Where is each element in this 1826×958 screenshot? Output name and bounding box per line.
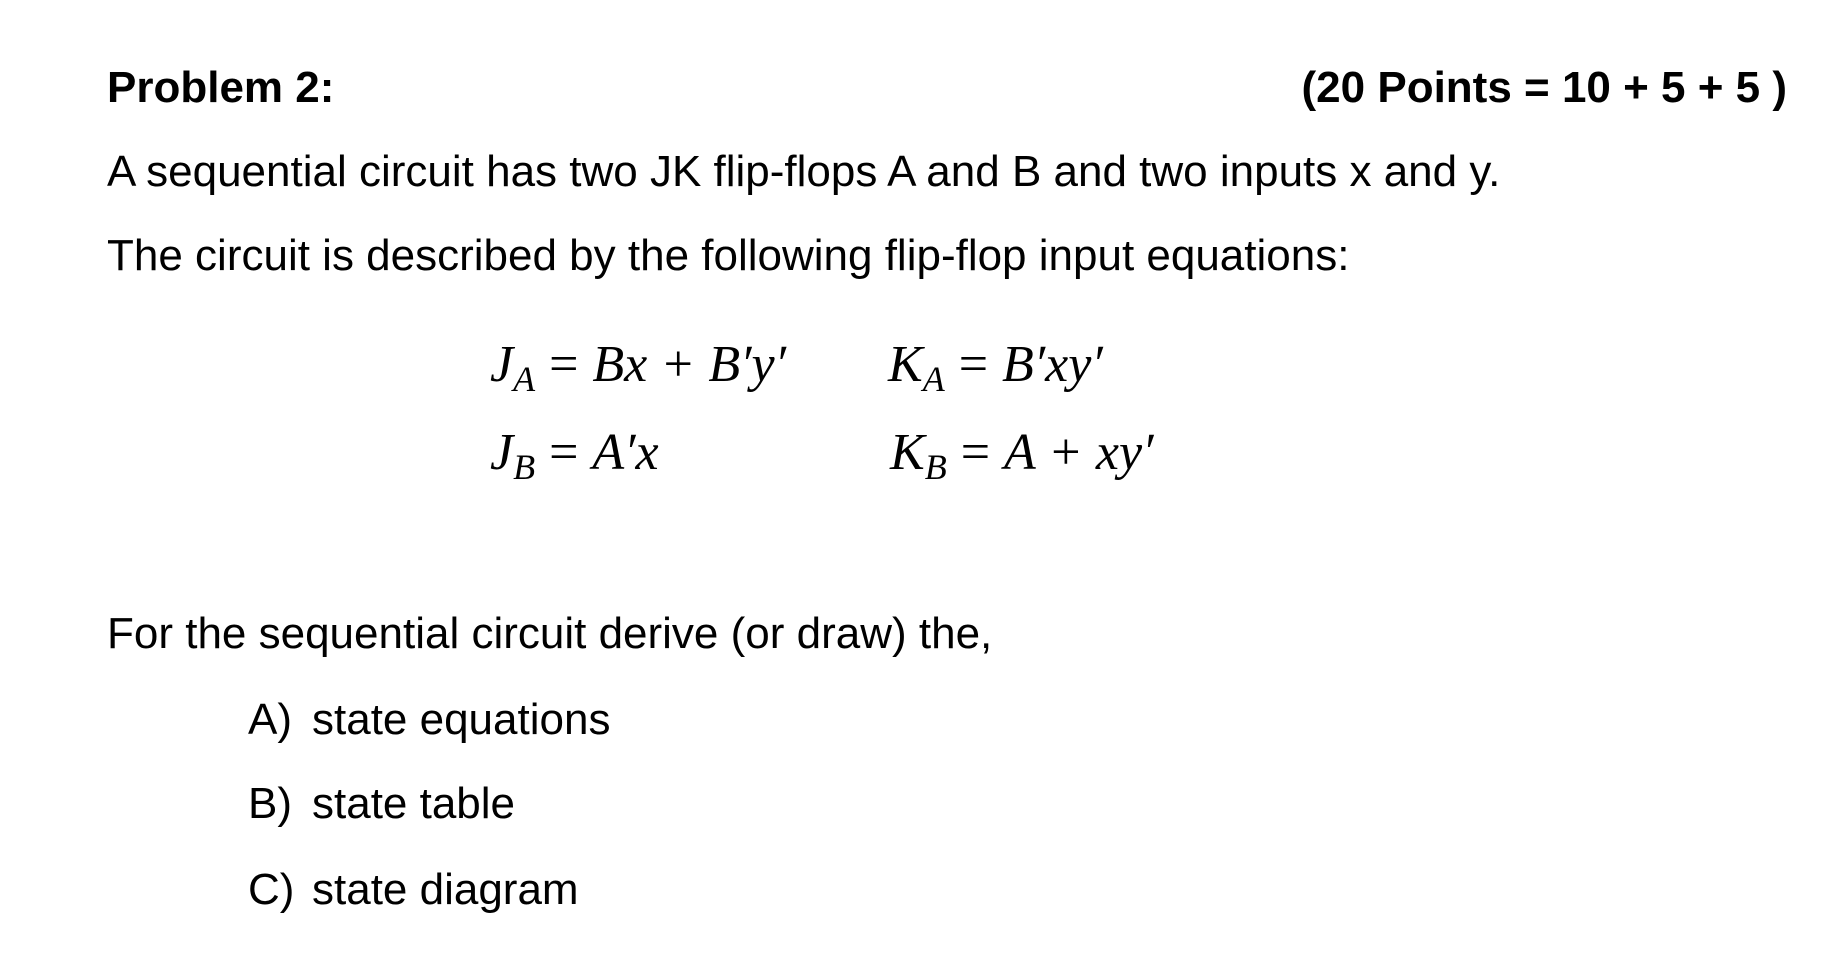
task-item-state-diagram xyxy=(248,860,579,920)
problem-header xyxy=(107,58,1787,118)
equation-variable: K xyxy=(888,336,923,393)
equation-expression: B′xy′ xyxy=(1002,336,1103,393)
equation-ka xyxy=(888,330,1103,400)
equation-operator: = xyxy=(960,424,991,481)
equation-variable: J xyxy=(490,336,514,393)
equation-operator: = xyxy=(549,336,579,393)
equation-operator: = xyxy=(958,336,989,393)
task-item-state-table xyxy=(248,774,515,834)
problem-title: Problem 2: xyxy=(107,63,335,112)
flip-flop-equations xyxy=(490,330,1250,510)
intro-line-1: A sequential circuit has two JK flip-flops A and B and two inputs x and y. xyxy=(107,147,1501,196)
equation-jb xyxy=(490,418,659,488)
task-item-text: state equations xyxy=(312,695,611,744)
task-item-marker: B) xyxy=(248,779,292,828)
equation-expression: A′x xyxy=(592,424,659,481)
equation-ja xyxy=(490,330,786,400)
equation-expression: Bx + B′y′ xyxy=(592,336,786,393)
equation-subscript: A xyxy=(922,359,945,399)
equation-subscript: B xyxy=(513,447,536,487)
intro-line-2: The circuit is described by the following flip-flop input equations: xyxy=(107,231,1350,280)
task-item-state-equations xyxy=(248,690,610,750)
task-item-marker: A) xyxy=(248,695,292,744)
equation-subscript: B xyxy=(924,447,947,487)
task-item-text: state table xyxy=(312,779,516,828)
task-item-text: state diagram xyxy=(312,865,579,914)
task-prompt: For the sequential circuit derive (or draw) the, xyxy=(107,609,993,658)
equation-operator: = xyxy=(549,424,579,481)
equation-subscript: A xyxy=(513,359,536,399)
equation-variable: K xyxy=(890,424,925,481)
task-item-marker: C) xyxy=(248,865,295,914)
equation-expression: A + xy′ xyxy=(1004,424,1154,481)
equation-kb xyxy=(890,418,1153,488)
equation-variable: J xyxy=(490,424,514,481)
points-breakdown: (20 Points = 10 + 5 + 5 ) xyxy=(1301,63,1787,112)
